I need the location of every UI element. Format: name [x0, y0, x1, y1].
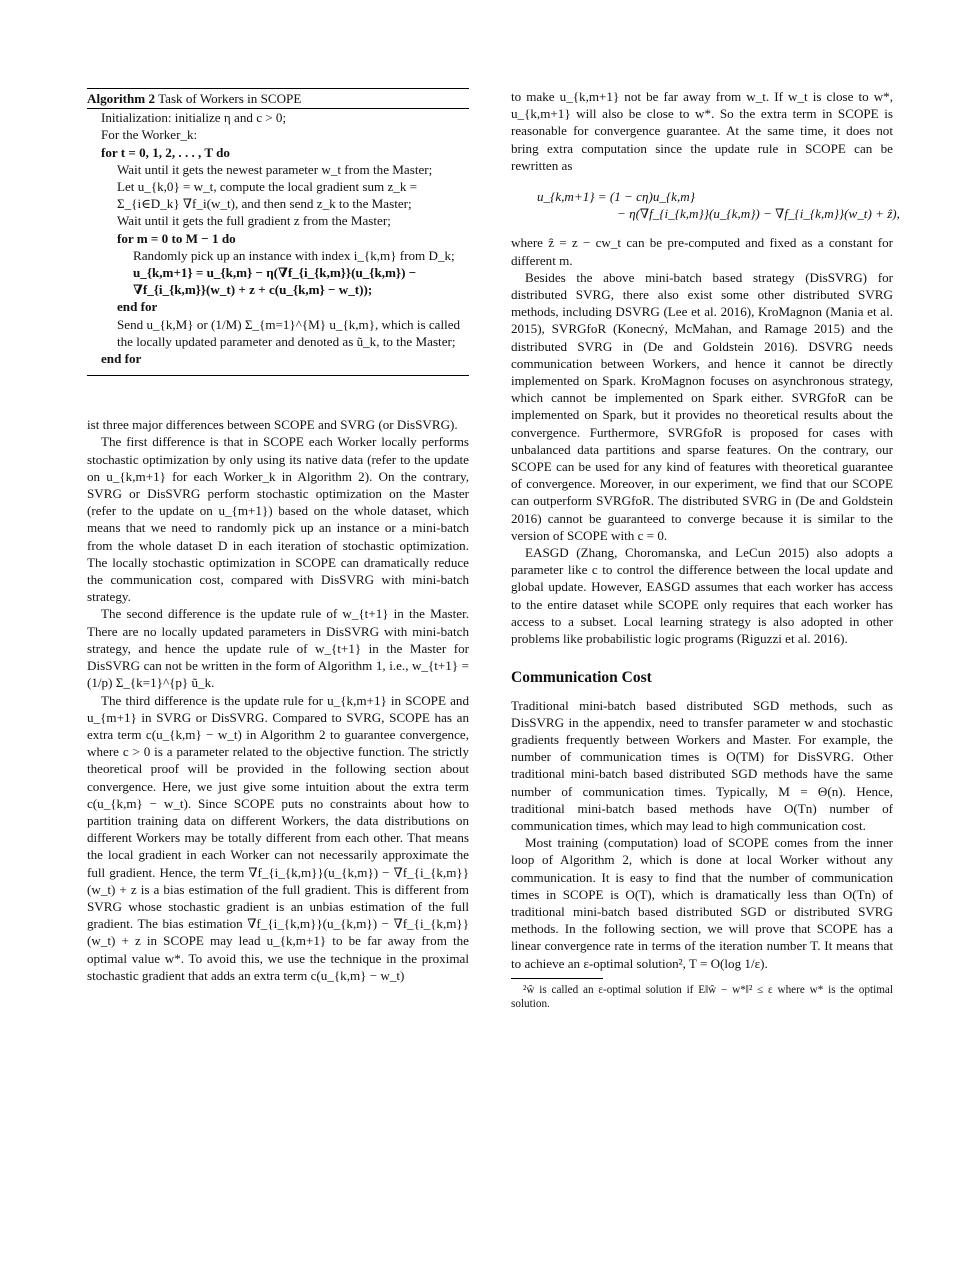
equation-line: − η(∇f_{i_{k,m}}(u_{k,m}) − ∇f_{i_{k,m}}(w_t) + ẑ),: [617, 206, 900, 222]
algorithm-line: u_{k,m+1} = u_{k,m} − η(∇f_{i_{k,m}}(u_{k,m}) − ∇f_{i_{k,m}}(w_t) + z + c(u_{k,m} − w_t));: [133, 265, 417, 298]
footnote-divider: [511, 978, 603, 979]
algorithm-line: end for: [117, 299, 158, 315]
algorithm-line: Wait until it gets the full gradient z from the Master;: [117, 213, 391, 229]
equation-line: u_{k,m+1} = (1 − cη)u_{k,m}: [537, 189, 695, 205]
update-rule-equation: [537, 188, 900, 222]
algorithm-label: Algorithm 2: [87, 91, 156, 106]
footnote: ²ŵ is called an ε-optimal solution if E‖ŵ − w*‖² ≤ ε where w* is the optimal solution.: [511, 983, 893, 1010]
body-paragraph: ist three major differences between SCOPE and SVRG (or DisSVRG).: [87, 417, 458, 433]
algorithm-header: [87, 89, 469, 109]
algorithm-line: for m = 0 to M − 1 do: [117, 230, 236, 246]
body-paragraph: where ẑ = z − cw_t can be pre-computed and fixed as a constant for different m.: [511, 235, 893, 268]
algorithm-line: Send u_{k,M} or (1/M) Σ_{m=1}^{M} u_{k,m}, which is called the locally updated parameter and denoted as ũ_k, to the Master;: [117, 316, 461, 349]
body-paragraph: Traditional mini-batch based distributed SGD methods, such as DisSVRG in the appendix, need to transfer parameter w and stochastic gradients frequently between Workers and Master. For example, the number of communication times is O(TM) for DisSVRG. Other traditional mini-batch based distributed SGD methods have the same number of communication times. Typically, M = Θ(n). Hence, traditional mini-batch based methods have O(Tn) number of communication times, which may lead to high communication cost.: [511, 697, 893, 833]
body-paragraph: EASGD (Zhang, Choromanska, and LeCun 2015) also adopts a parameter like c to control the difference between the local update and global update. However, EASGD assumes that each worker has access to the entire dataset while SCOPE only requires that each worker has access to a subset. Local learning strategy is also adopted in other problems like probabilistic logic programs (Riguzzi et al. 2016).: [511, 545, 893, 647]
left-column: [87, 88, 469, 984]
body-paragraph: Besides the above mini-batch based strategy (DisSVRG) for distributed SVRG, there also exist some other distributed SVRG methods, including DSVRG (Lee et al. 2016), KroMagnon (Mania et al. 2015), SVRGfoR (Konecný, McMahan, and Ramage 2015) and the distributed SVRG in (De and Goldstein 2016). DSVRG needs communication between Workers, and hence it cannot be directly implemented on Spark. KroMagnon focuses on asynchronous strategy, which cannot be implemented on Spark either. SVRGfoR can be implemented on Spark, but it provides no theoretical results about the convergence. Furthermore, SVRGfoR is proposed for cases with unbalanced data partitions and sparse features. On the contrary, our SCOPE can be used for any kind of features with theoretical guarantee of convergence. Moreover, in our experiment, we find that our SCOPE can outperform SVRGfoR. The distributed SVRG in (De and Goldstein 2016) cannot be guaranteed to converge because it is similar to the version of SCOPE with c = 0.: [511, 269, 893, 543]
algorithm-line: Let u_{k,0} = w_t, compute the local gradient sum z_k = Σ_{i∈D_k} ∇f_i(w_t), and then send z_k to the Master;: [117, 179, 418, 212]
body-paragraph: Most training (computation) load of SCOPE comes from the inner loop of Algorithm 2, which is done at local Worker without any communication. It is easy to find that the number of communication times in SCOPE is O(T), which is dramatically less than O(Tn) of traditional mini-batch based distributed SGD or distributed SVRG methods. In the following section, we will prove that SCOPE has a linear convergence rate in terms of the iteration number T. It means that to achieve an ε-optimal solution², T = O(log 1/ε).: [511, 835, 893, 971]
algorithm-line: Randomly pick up an instance with index i_{k,m} from D_k;: [133, 247, 455, 263]
body-paragraph: The first difference is that in SCOPE each Worker locally performs stochastic optimization by only using its native data (refer to the update on u_{k,m+1} for each Worker_k in Algorithm 2). On the contrary, SVRG or DisSVRG perform stochastic optimization on the Master (refer to the update on u_{m+1}) based on the whole dataset, which means that we need to randomly pick up an instance or a mini-batch from the whole dataset D in each iteration of stochastic optimization. The locally stochastic optimization in SCOPE can dramatically reduce the communication cost, compared with DisSVRG with mini-batch strategy.: [87, 434, 469, 605]
body-paragraph: to make u_{k,m+1} not be far away from w_t. If w_t is close to w*, u_{k,m+1} will also be close to w*. So the extra term in SCOPE is reasonable for convergence guarantee. At the same time, it does not bring extra computation since the update rule in SCOPE can be rewritten as: [511, 89, 893, 173]
algorithm-title: Task of Workers in SCOPE: [158, 91, 302, 106]
algorithm-line: Initialization: initialize η and c > 0;: [101, 110, 287, 126]
body-paragraph: The third difference is the update rule for u_{k,m+1} in SCOPE and u_{m+1} in SVRG or DisSVRG. Compared to SVRG, SCOPE has an extra term c(u_{k,m} − w_t) in Algorithm 2 to guarantee convergence, where c > 0 is a parameter related to the objective function. The strictly theoretical proof will be provided in the following section about convergence. Here, we just give some intuition about the extra term c(u_{k,m} − w_t). Since SCOPE puts no constraints about how to partition training data on different Workers, the data distributions on different Workers may be totally different from each other. That means the local gradient in each Worker can not necessarily approximate the full gradient. Hence, the term ∇f_{i_{k,m}}(u_{k,m}) − ∇f_{i_{k,m}}(w_t) + z is a bias estimation of the full gradient. This is different from SVRG whose stochastic gradient is an unbias estimation of the full gradient. The bias estimation ∇f_{i_{k,m}}(u_{k,m}) − ∇f_{i_{k,m}}(w_t) + z in SCOPE may lead u_{k,m+1} to be far away from the optimal value w*. To avoid this, we use the technique in the proximal stochastic gradient that adds an extra term c(u_{k,m} − w_t): [87, 692, 469, 983]
algorithm-line: for t = 0, 1, 2, . . . , T do: [101, 144, 230, 160]
algorithm-line: Wait until it gets the newest parameter w_t from the Master;: [117, 161, 433, 177]
body-paragraph: The second difference is the update rule of w_{t+1} in the Master. There are no locally updated parameters in DisSVRG with mini-batch strategy, and hence the update rule of w_{t+1} in the Master for DisSVRG can not be written in the form of Algorithm 1, i.e., w_{t+1} = (1/p) Σ_{k=1}^{p} ũ_k.: [87, 606, 469, 691]
algorithm-line: For the Worker_k:: [101, 127, 198, 143]
algorithm-box: [87, 88, 469, 376]
algorithm-line: end for: [101, 351, 142, 367]
right-column: [511, 88, 900, 1011]
section-heading: Communication Cost: [511, 669, 652, 687]
